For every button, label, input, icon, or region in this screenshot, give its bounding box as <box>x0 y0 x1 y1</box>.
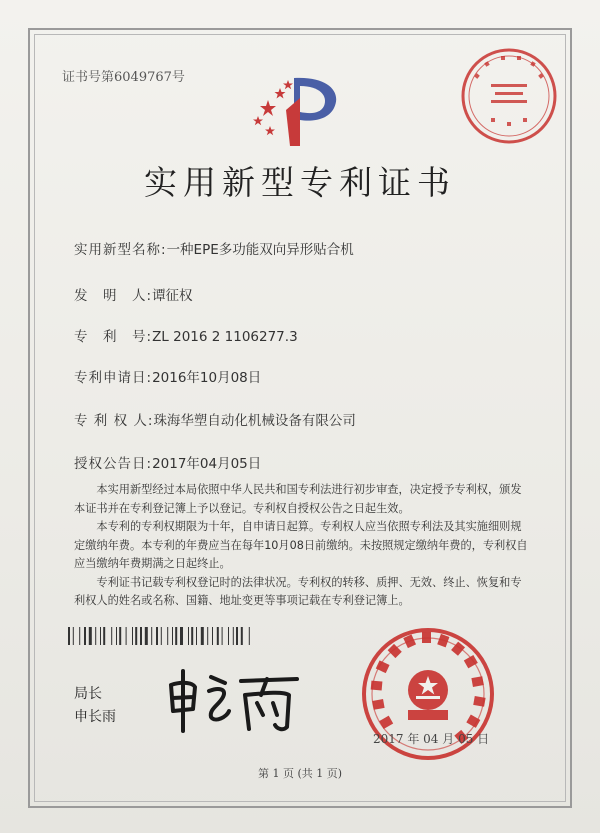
field-label: 专利申请日: <box>74 370 153 386</box>
field-value: ZL 2016 2 1106277.3 <box>152 329 298 345</box>
field-patentee <box>74 409 356 429</box>
field-grant-date <box>74 452 261 472</box>
certificate-number: 证书号第6049767号 <box>62 70 185 85</box>
field-value: 一种EPE多功能双向异形贴合机 <box>166 242 354 258</box>
patent-office-logo <box>250 70 350 150</box>
signer-title: 局长 <box>74 686 102 702</box>
stamp-duty-seal <box>455 42 563 150</box>
field-value: 珠海华塑自动化机械设备有限公司 <box>153 413 356 429</box>
field-label: 实用新型名称: <box>74 242 167 258</box>
barcode <box>68 627 294 645</box>
field-value: 谭征权 <box>152 288 193 304</box>
field-patent-number <box>74 325 298 345</box>
field-label: 授权公告日: <box>74 456 153 472</box>
page-number: 第 1 页 (共 1 页) <box>257 767 343 780</box>
field-utility-model-name <box>74 238 354 258</box>
issue-date: 2017 年 04 月 05 日 <box>373 732 490 746</box>
field-label: 专 利 号: <box>74 329 153 345</box>
signer-name: 申长雨 <box>74 709 116 725</box>
certificate-title: 实用新型专利证书 <box>144 163 456 202</box>
field-label: 发 明 人: <box>74 288 153 304</box>
body-paragraph: 本实用新型经过本局依照中华人民共和国专利法进行初步审查，决定授予专利权，颁发本证书并在专利登记簿上予以登记。专利权自授权公告之日起生效。 <box>74 483 522 515</box>
certificate-body <box>74 481 529 611</box>
field-value: 2016年10月08日 <box>152 370 262 386</box>
body-paragraph: 专利证书记载专利权登记时的法律状况。专利权的转移、质押、无效、终止、恢复和专利权人的姓名或名称、国籍、地址变更等事项记载在专利登记簿上。 <box>74 575 522 607</box>
director-signature <box>165 665 305 735</box>
field-filing-date <box>74 366 261 386</box>
body-paragraph: 本专利的专利权期限为十年，自申请日起算。专利权人应当依照专利法及其实施细则规定缴纳年费。本专利的年费应当在每年10月08日前缴纳。未按照规定缴纳年费的，专利权自应当缴纳年费期满之日起终止。 <box>74 520 528 570</box>
field-inventor <box>74 284 193 304</box>
field-label: 专 利 权 人: <box>74 413 154 429</box>
field-value: 2017年04月05日 <box>152 456 262 472</box>
